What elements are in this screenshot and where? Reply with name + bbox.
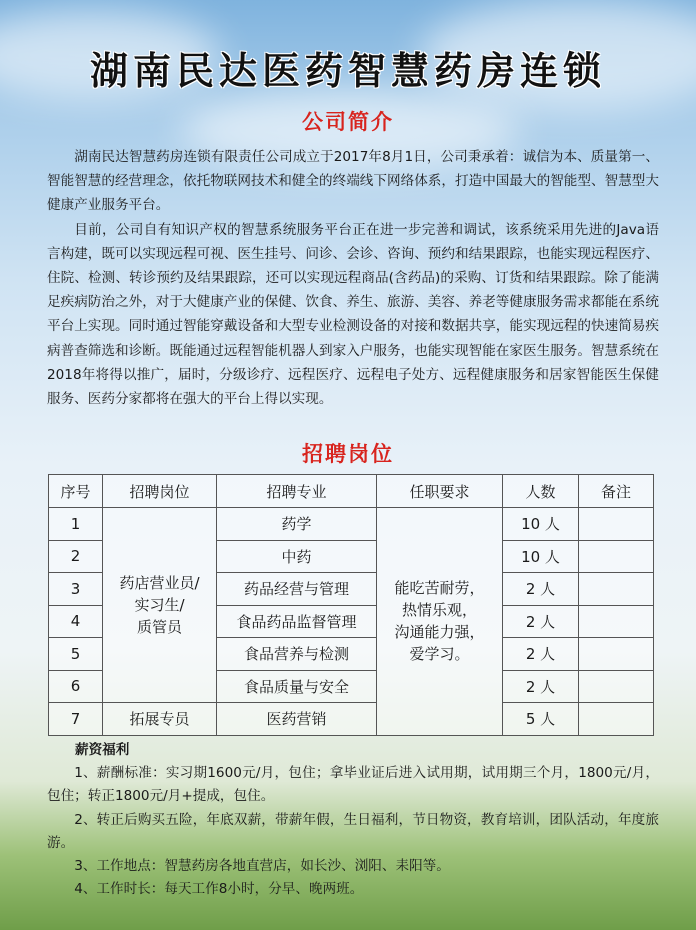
row-number: 1 [49, 508, 103, 541]
row-number: 2 [49, 540, 103, 573]
table-row [49, 508, 654, 541]
requirement-cell [377, 508, 503, 736]
row-number: 6 [49, 670, 103, 703]
remark-cell [579, 638, 654, 671]
benefit-item: 1、薪酬标准：实习期1600元/月，包住；拿毕业证后进入试用期，试用期三个月，1800元/月，包住；转正1800元/月+提成，包住。 [47, 765, 659, 805]
column-header: 人数 [503, 475, 579, 508]
column-header: 任职要求 [377, 475, 503, 508]
major-cell: 食品营养与检测 [217, 638, 377, 671]
benefit-item: 3、工作地点：智慧药房各地直营店，如长沙、浏阳、耒阳等。 [74, 858, 450, 875]
column-header: 备注 [579, 475, 654, 508]
remark-cell [579, 540, 654, 573]
remark-cell [579, 605, 654, 638]
intro-paragraph: 湖南民达智慧药房连锁有限责任公司成立于2017年8月1日，公司秉承着：诚信为本、质量第一、智能智慧的经营理念，依托物联网技术和健全的终端线下网络体系，打造中国最大的智能型、智慧型大健康产业服务平台。 [47, 149, 659, 214]
benefits-heading: 薪资福利 [75, 742, 130, 758]
row-number: 7 [49, 703, 103, 736]
page-title: 湖南民达医药智慧药房连锁 [89, 48, 606, 93]
remark-cell [579, 573, 654, 606]
count-cell: 5 人 [503, 703, 579, 736]
remark-cell [579, 508, 654, 541]
remark-cell [579, 703, 654, 736]
intro-paragraph: 目前，公司自有知识产权的智慧系统服务平台正在进一步完善和调试，该系统采用先进的Java语言构建，既可以实现远程可视、医生挂号、问诊、会诊、咨询、预约和结果跟踪，也能实现远程医疗、住院、检测、转诊预约及结果跟踪，还可以实现远程商品(含药品)的采购、订货和结果跟踪。除了能满足疾病防治之外，对于大健康产业的保健、饮食、养生、旅游、美容、养老等健康服务需求都能在系统平台上实现。同时通过智能穿戴设备和大型专业检测设备的对接和数据共享，能实现远程的快速简易疾病普查筛选和诊断。既能通过远程智能机器人到家入户服务，也能实现智能在家医生服务。智慧系统在2018年将得以推广，届时，分级诊疗、远程医疗、远程电子处方、远程健康服务和居家智能医生保健服务、医药分家都将在强大的平台上得以实现。 [47, 221, 659, 408]
group-position: 药店营业员/ 实习生/ 质管员 [119, 574, 200, 636]
count-cell: 2 人 [503, 573, 579, 606]
row-number: 5 [49, 638, 103, 671]
intro-heading: 公司简介 [302, 110, 394, 134]
major-cell: 食品质量与安全 [217, 670, 377, 703]
benefit-item: 4、工作时长：每天工作8小时，分早、晚两班。 [74, 881, 364, 898]
count-cell: 10 人 [503, 540, 579, 573]
recruit-heading: 招聘岗位 [302, 442, 394, 466]
row-number: 4 [49, 605, 103, 638]
count-cell: 2 人 [503, 670, 579, 703]
column-header: 招聘岗位 [103, 475, 217, 508]
row-number: 3 [49, 573, 103, 606]
company-intro [47, 145, 659, 411]
major-cell: 中药 [217, 540, 377, 573]
count-cell: 2 人 [503, 638, 579, 671]
position-cell: 拓展专员 [103, 703, 217, 736]
table-header-row [49, 475, 654, 508]
count-cell: 2 人 [503, 605, 579, 638]
major-cell: 医药营销 [217, 703, 377, 736]
column-header: 序号 [49, 475, 103, 508]
table-row [49, 703, 654, 736]
major-cell: 药学 [217, 508, 377, 541]
major-cell: 药品经营与管理 [217, 573, 377, 606]
group-position-cell [103, 508, 217, 703]
major-cell: 食品药品监督管理 [217, 605, 377, 638]
benefit-item: 2、转正后购买五险，年底双薪，带薪年假，生日福利，节日物资，教育培训，团队活动，年度旅游。 [47, 811, 659, 851]
requirement-text: 能吃苦耐劳， 热情乐观， 沟通能力强， 爱学习。 [394, 579, 485, 664]
count-cell: 10 人 [503, 508, 579, 541]
remark-cell [579, 670, 654, 703]
recruitment-table [48, 474, 654, 736]
column-header: 招聘专业 [217, 475, 377, 508]
benefits-section [47, 739, 659, 901]
